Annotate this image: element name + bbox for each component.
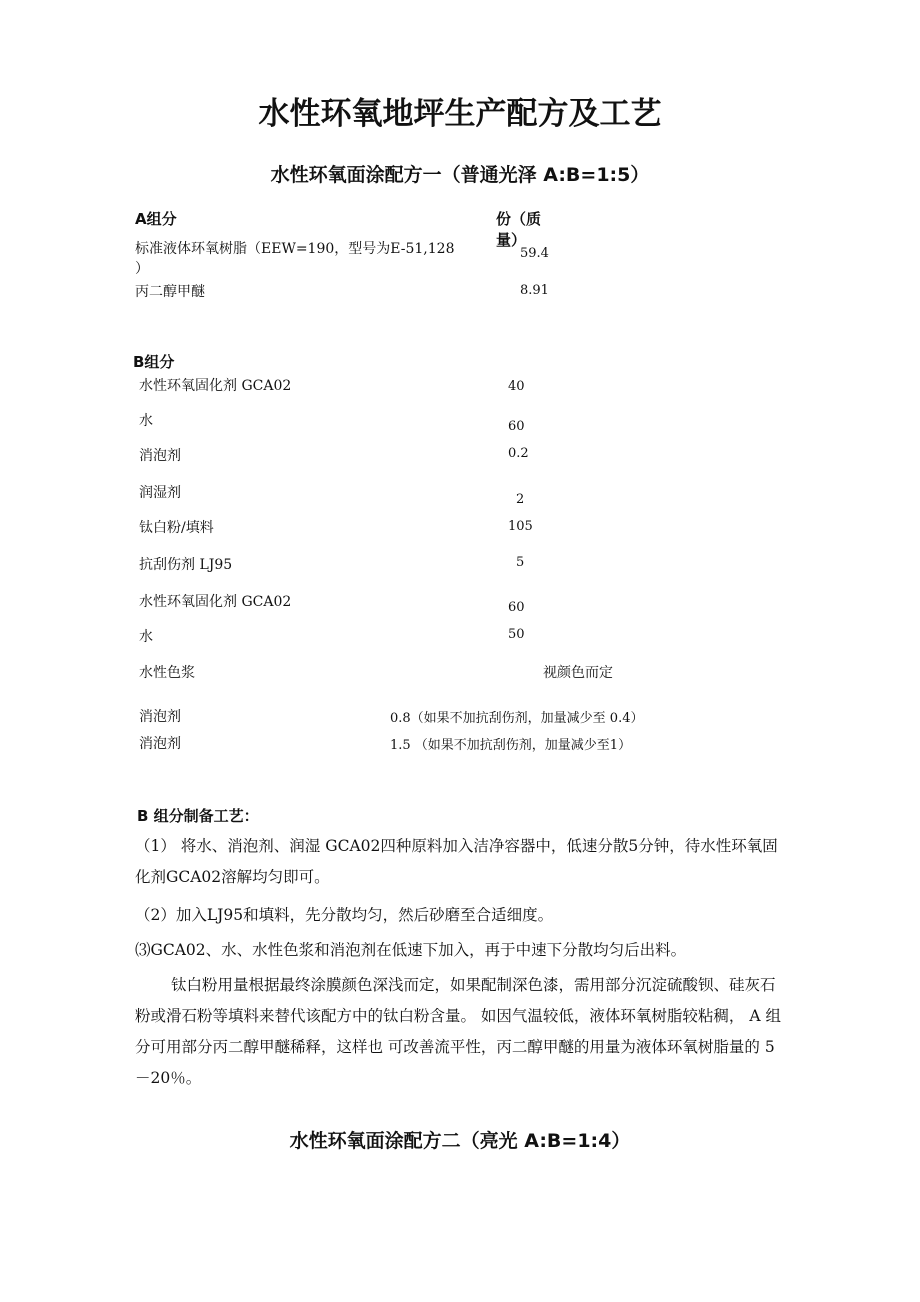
b-row-name: 水 [139,413,153,429]
b-row-value: 40 [508,379,525,394]
b-row-name: 抗刮伤剂 LJ95 [139,557,233,573]
formula1-heading: 水性环氧面涂配方一（普通光泽 A:B=1:5） [270,164,650,186]
b-row-value: 1.5 （如果不加抗刮伤剂，加量减少至1） [390,738,632,753]
a-component-header: A组分 [135,210,177,228]
page-title: 水性环氧地坪生产配方及工艺 [258,96,662,132]
process-header: B 组分制备工艺： [137,807,259,825]
b-row-value: 105 [508,519,533,534]
b-row-name: 水性色浆 [139,665,195,681]
b-row-name: 水性环氧固化剂 GCA02 [139,594,292,610]
b-row-value: 0.8（如果不加抗刮伤剂，加量减少至 0.4） [390,711,644,726]
process-step: （2）加入LJ95和填料，先分散均匀，然后砂磨至合适细度。 [135,906,554,924]
note-paragraph: 钛白粉用量根据最终涂膜颜色深浅而定，如果配制深色漆，需用部分沉淀硫酸钡、硅灰石粉或滑石粉等填料来替代该配方中的钛白粉含量。 如因气温较低，液体环氧树脂较粘稠， A 组分可用部分丙二醇甲醚稀释，这样也 可改善流平性，丙二醇甲醚的用量为液体环氧树脂量的 5－20％。 [135,976,781,1087]
b-row-name: 消泡剂 [139,709,181,725]
b-row-name: 消泡剂 [139,736,181,752]
b-component-header: B组分 [133,353,175,371]
b-row-value: 60 [508,600,525,615]
b-row-name: 消泡剂 [139,448,181,464]
a-row-name: 标准液体环氧树脂（EEW=190，型号为E-51,128 [135,241,455,257]
b-row-value: 2 [516,492,525,507]
b-row-name: 钛白粉/填料 [139,520,214,536]
process-step: ⑶GCA02、水、水性色浆和消泡剂在低速下加入，再于中速下分散均匀后出料。 [135,941,687,959]
b-row-value: 视颜色而定 [543,665,613,681]
b-row-value: 5 [516,555,525,570]
b-row-name: 润湿剂 [139,485,181,501]
quantity-header: 份（质量） [496,210,542,249]
a-row-value: 8.91 [520,283,549,298]
b-row-value: 60 [508,419,525,434]
a-row-name-cont: ） [135,261,149,277]
b-row-value: 50 [508,627,525,642]
b-row-name: 水性环氧固化剂 GCA02 [139,378,292,394]
b-row-name: 水 [139,629,153,645]
a-row-value: 59.4 [520,246,549,261]
process-step: （1） 将水、消泡剂、润湿 GCA02四种原料加入洁净容器中，低速分散5分钟，待水性环氧固化剂GCA02溶解均匀即可。 [135,837,778,886]
formula2-heading: 水性环氧面涂配方二（亮光 A:B=1:4） [289,1130,631,1152]
a-row-name: 丙二醇甲醚 [135,284,205,300]
b-row-value: 0.2 [508,446,529,461]
